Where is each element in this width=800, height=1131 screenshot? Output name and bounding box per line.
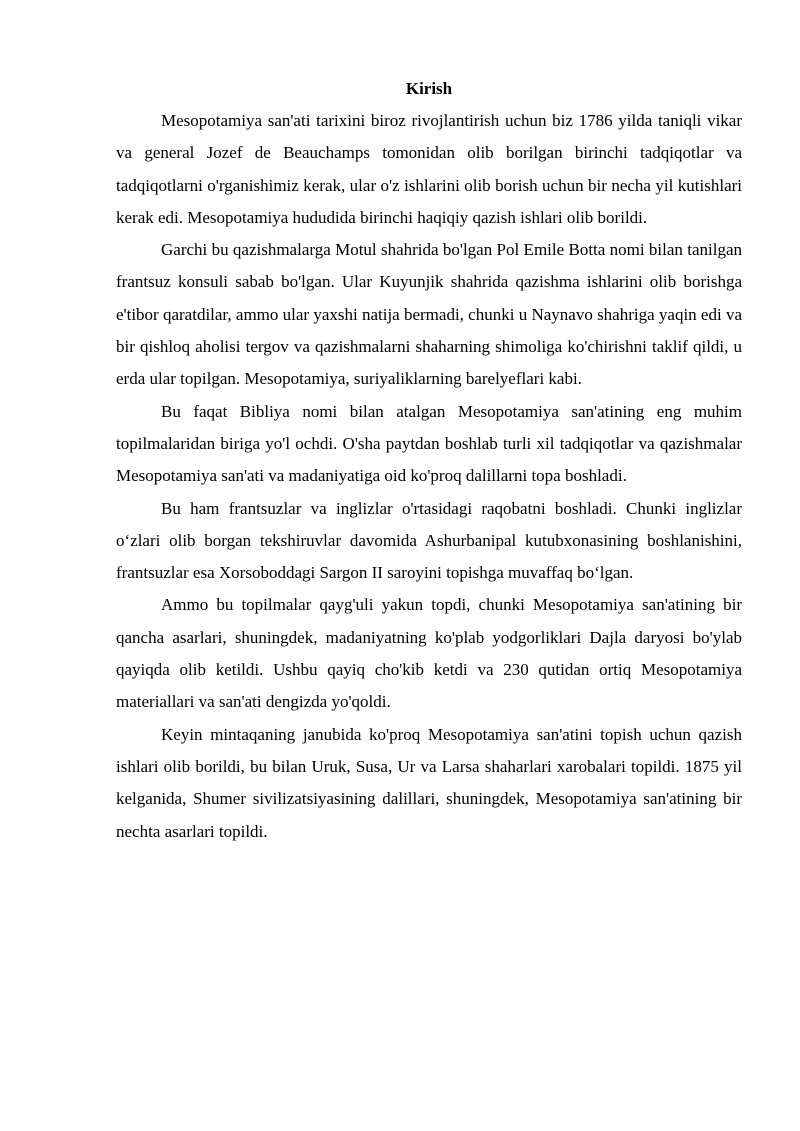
paragraph-5: Ammo bu topilmalar qayg'uli yakun topdi, chunki Mesopotamiya san'atining bir qancha asarlari, shuningdek, madaniyatning ko'plab yodgorliklari Dajla daryosi bo'ylab qayiqda olib ketildi. Ushbu qayiq cho'kib ketdi va 230 qutidan ortiq Mesopotamiya materiallari va san'ati dengizda yo'qoldi. (116, 595, 742, 712)
paragraph-4: Bu ham frantsuzlar va inglizlar o'rtasidagi raqobatni boshladi. Chunki inglizlar o‘zlari olib borgan tekshiruvlar davomida Ashurbanipal kutubxonasining boshlanishini, frantsuzlar esa Xorsoboddagi Sargon II saroyini topishga muvaffaq bo‘lgan. (116, 498, 742, 583)
paragraph-1: Mesopotamiya san'ati tarixini biroz rivojlantirish uchun biz 1786 yilda taniqli vikar va general Jozef de Beauchamps tomonidan olib borilgan birinchi tadqiqotlar va tadqiqotlarni o'rganishimiz kerak, ular o'z ishlarini olib borish uchun bir necha yil kutishlari kerak edi. Mesopotamiya hududida birinchi haqiqiy qazish ishlari olib borildi. (116, 111, 742, 227)
paragraph-6: Keyin mintaqaning janubida ko'proq Mesopotamiya san'atini topish uchun qazish ishlari olib borildi, bu bilan Uruk, Susa, Ur va Larsa shaharlari xarobalari topildi. 1875 yil kelganida, Shumer sivilizatsiyasining dalillari, shuningdek, Mesopotamiya san'atining bir nechta asarlari topildi. (116, 724, 742, 841)
document-title: Kirish (405, 79, 453, 98)
document-page (116, 73, 742, 848)
paragraph-2: Garchi bu qazishmalarga Motul shahrida bo'lgan Pol Emile Botta nomi bilan tanilgan frantsuz konsuli sabab bo'lgan. Ular Kuyunjik shahrida qazishma ishlarini olib borishga e'tibor qaratdilar, ammo ular yaxshi natija bermadi, chunki u Naynavo shahriga yaqin edi va bir qishloq aholisi tergov va qazishmalarni shaharning shimoliga ko'chirishni taklif qildi, u erda ular topilgan. Mesopotamiya, suriyaliklarning barelyeflari kabi. (116, 240, 742, 389)
paragraph-3: Bu faqat Bibliya nomi bilan atalgan Mesopotamiya san'atining eng muhim topilmalaridan biriga yo'l ochdi. O'sha paytdan boshlab turli xil tadqiqotlar va qazishmalar Mesopotamiya san'ati va madaniyatiga oid ko'proq dalillarni topa boshladi. (116, 401, 742, 486)
